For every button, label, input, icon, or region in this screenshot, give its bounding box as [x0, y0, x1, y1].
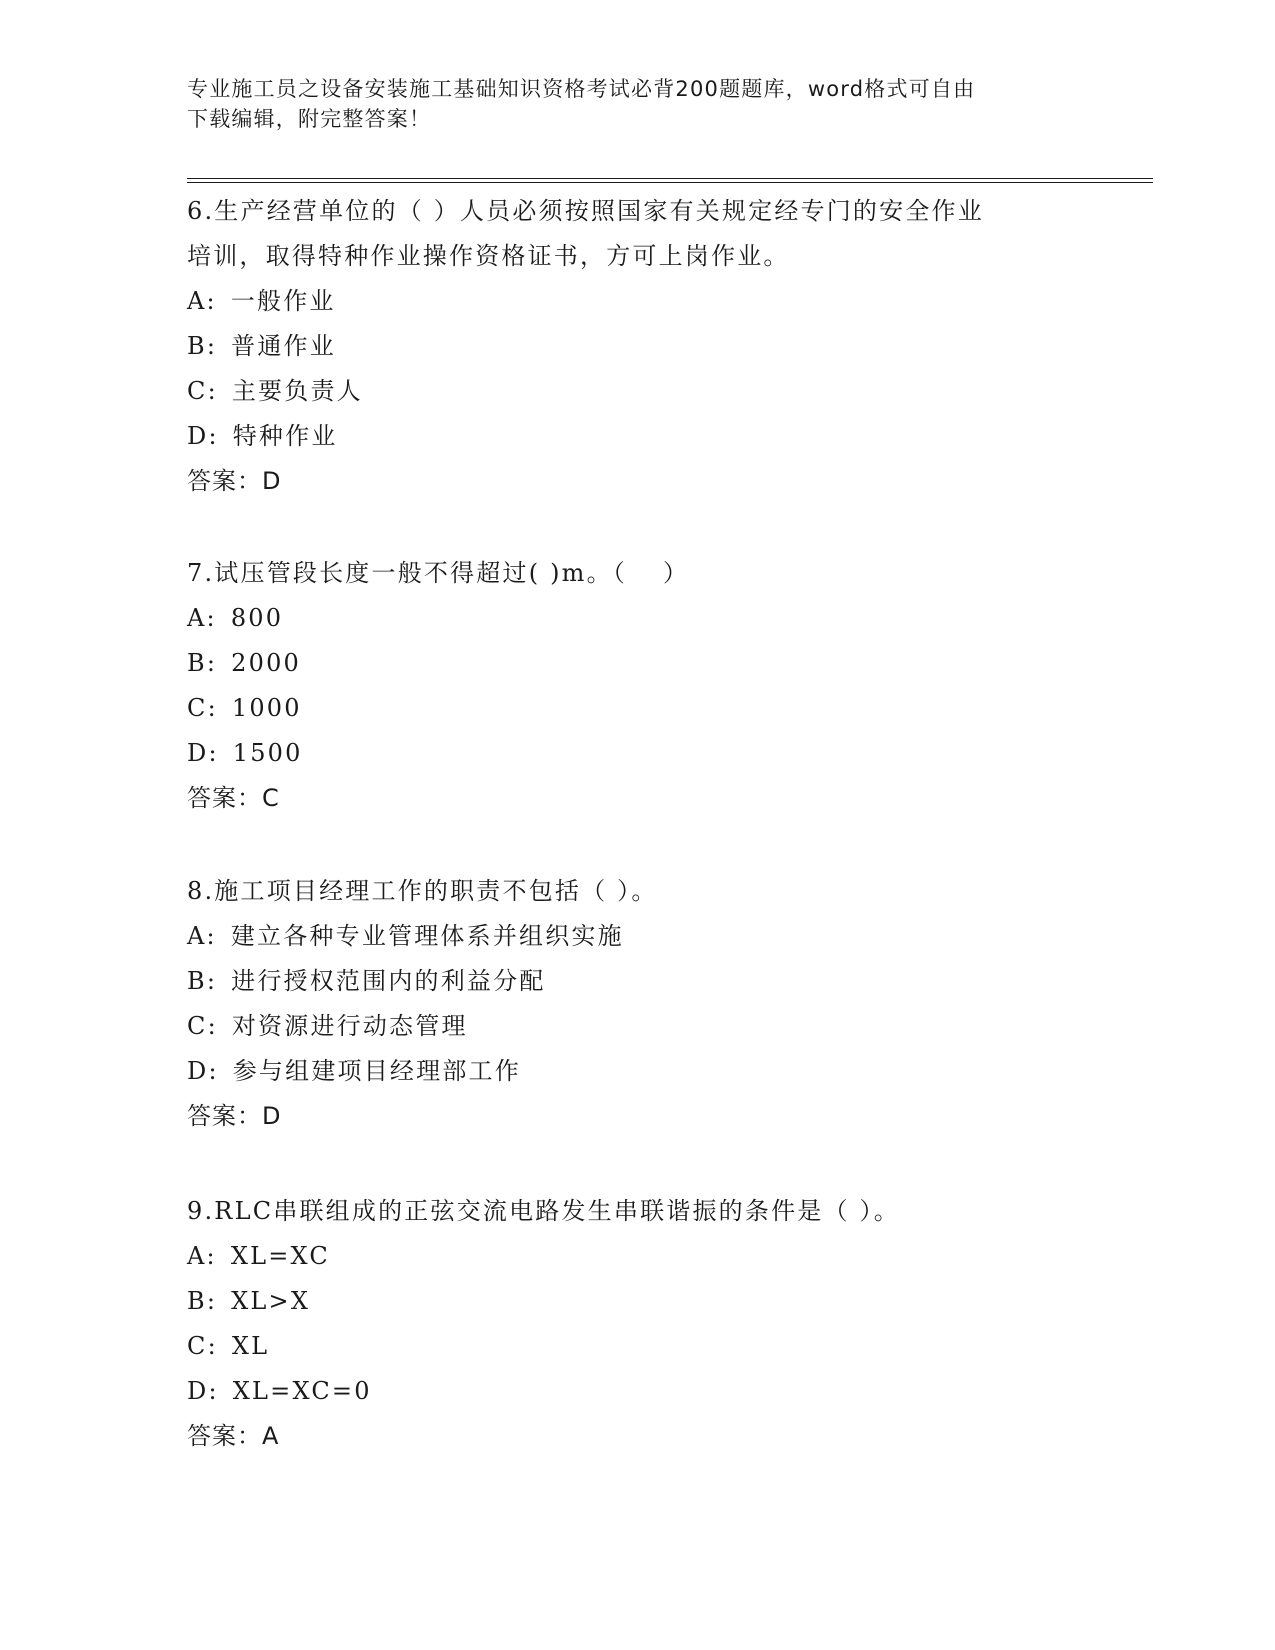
option-text: 1500: [232, 739, 303, 767]
option-letter: B:: [187, 967, 218, 995]
option-letter: B:: [187, 1287, 218, 1315]
option-letter: C:: [187, 1012, 218, 1040]
header-line-1: 专业施工员之设备安装施工基础知识资格考试必背200题题库，word格式可自由: [187, 77, 976, 101]
question-stem: 9.RLC串联组成的正弦交流电路发生串联谐振的条件是（ ）。: [187, 1197, 900, 1225]
option-d: [187, 1369, 1087, 1414]
option-text: 对资源进行动态管理: [231, 1012, 468, 1040]
option-text: XL: [231, 1332, 270, 1360]
question-stem: 8.施工项目经理工作的职责不包括（ ）。: [187, 877, 658, 905]
option-text: XL=XC: [230, 1242, 330, 1270]
option-letter: D:: [187, 1057, 219, 1085]
option-text: 进行授权范围内的利益分配: [231, 967, 546, 995]
option-letter: A:: [187, 287, 217, 315]
option-text: XL>X: [231, 1287, 311, 1315]
option-letter: C:: [187, 1332, 218, 1360]
option-c: [187, 1324, 1087, 1369]
option-d: [187, 414, 1087, 459]
header-divider-top: [187, 178, 1153, 179]
option-text: 建立各种专业管理体系并组织实施: [230, 922, 624, 950]
option-letter: D:: [187, 422, 219, 450]
option-letter: D:: [187, 1377, 219, 1405]
document-header: [187, 74, 1067, 134]
option-letter: A:: [187, 1242, 217, 1270]
header-divider-bottom: [187, 182, 1153, 183]
option-letter: A:: [187, 922, 217, 950]
option-text: XL=XC=0: [232, 1377, 372, 1405]
question-8: [187, 869, 1087, 1139]
option-letter: B:: [187, 649, 218, 677]
answer-line: 答案：D: [187, 1102, 282, 1130]
option-c: [187, 369, 1087, 414]
option-a: [187, 914, 1087, 959]
option-text: 800: [230, 604, 284, 632]
option-letter: D:: [187, 739, 219, 767]
option-text: 参与组建项目经理部工作: [232, 1057, 521, 1085]
question-stem: 6.生产经营单位的（ ）人员必须按照国家有关规定经专门的安全作业: [187, 197, 984, 225]
option-b: [187, 959, 1087, 1004]
option-text: 普通作业: [231, 332, 336, 360]
option-text: 主要负责人: [231, 377, 363, 405]
option-letter: B:: [187, 332, 218, 360]
option-b: [187, 641, 1087, 686]
option-letter: A:: [187, 604, 217, 632]
option-letter: C:: [187, 694, 218, 722]
question-7: [187, 551, 1087, 821]
question-6: [187, 189, 1087, 504]
option-c: [187, 1004, 1087, 1049]
option-text: 特种作业: [232, 422, 338, 450]
question-stem: 7.试压管段长度一般不得超过( )m。（ ）: [187, 559, 690, 587]
answer-line: 答案：C: [187, 784, 280, 812]
option-a: [187, 1234, 1087, 1279]
option-b: [187, 1279, 1087, 1324]
answer-line: 答案：D: [187, 467, 282, 495]
question-9: [187, 1189, 1087, 1459]
option-text: 2000: [231, 649, 302, 677]
option-d: [187, 1049, 1087, 1094]
answer-line: 答案：A: [187, 1422, 280, 1450]
option-a: [187, 596, 1087, 641]
option-letter: C:: [187, 377, 218, 405]
option-d: [187, 731, 1087, 776]
option-b: [187, 324, 1087, 369]
option-a: [187, 279, 1087, 324]
option-text: 一般作业: [230, 287, 336, 315]
option-text: 1000: [231, 694, 302, 722]
question-stem-continued: 培训，取得特种作业操作资格证书，方可上岗作业。: [187, 242, 790, 270]
option-c: [187, 686, 1087, 731]
header-line-2: 下载编辑，附完整答案！: [187, 107, 432, 131]
